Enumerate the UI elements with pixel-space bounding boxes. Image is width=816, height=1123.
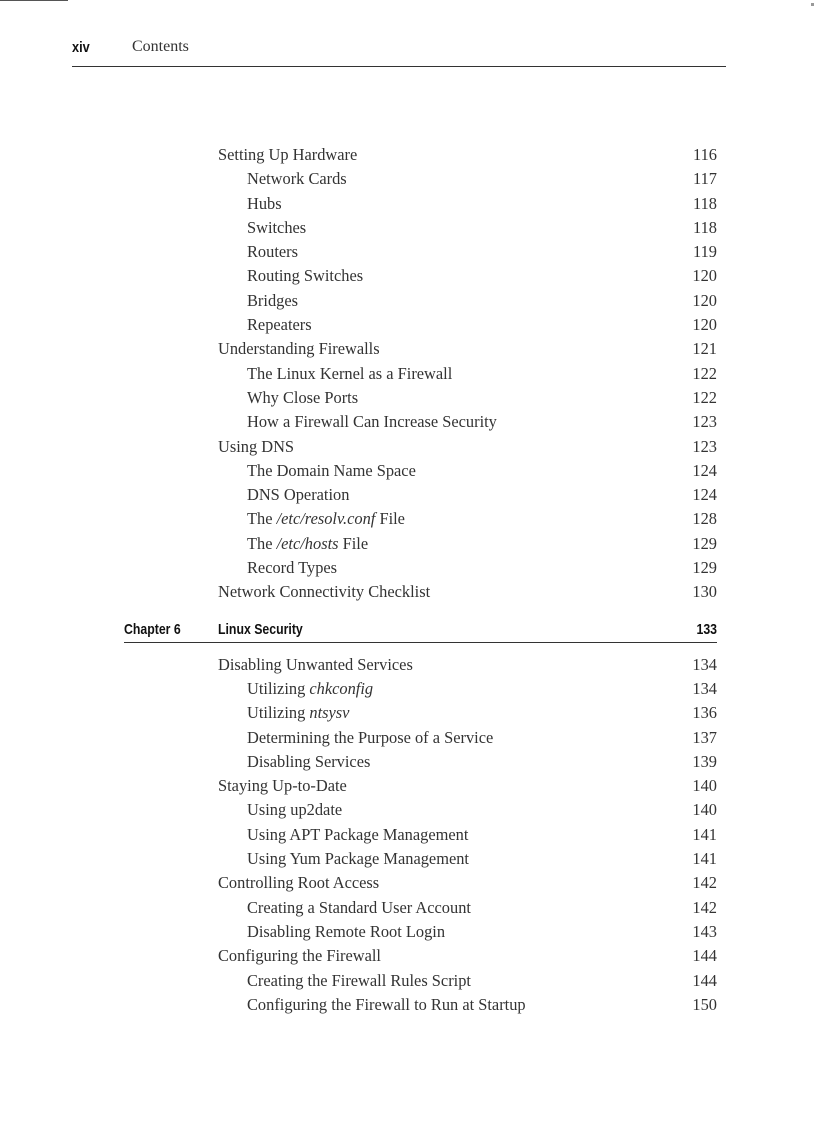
toc-subentry	[0, 896, 816, 920]
toc-entry-title-italic: chkconfig	[309, 678, 374, 698]
toc-entry	[0, 653, 816, 677]
toc-subentry	[0, 410, 816, 434]
toc-entry-page-number: 122	[692, 363, 717, 383]
toc-entry-title: Disabling Remote Root Login	[247, 921, 446, 941]
toc-entry-title: Switches	[247, 217, 307, 237]
toc-entry-title: Setting Up Hardware	[218, 145, 358, 164]
toc-entry-page-number: 144	[692, 946, 717, 966]
toc-entry-page-number: 121	[692, 339, 717, 359]
toc-entry-title-suffix: File	[375, 509, 405, 529]
toc-entry-page-number: 124	[692, 460, 717, 480]
toc-entry-title: The Linux Kernel as a Firewall	[247, 363, 453, 383]
toc-entry-title: Creating the Firewall Rules Script	[247, 970, 471, 990]
toc-subentry	[0, 750, 816, 774]
toc-entry-title: Network Connectivity Checklist	[218, 582, 431, 602]
toc-entry-title: Disabling Services	[247, 751, 371, 771]
toc-entry-title: Determining the Purpose of a Service	[247, 727, 494, 747]
toc-entry-title: Repeaters	[247, 315, 312, 335]
toc-entry	[0, 143, 816, 167]
page-trim-mark	[0, 0, 68, 1]
toc-entry	[0, 944, 816, 968]
toc-entry	[0, 580, 816, 604]
toc-entry-title: Using up2date	[247, 800, 343, 820]
toc-subentry	[0, 532, 816, 556]
toc-subentry	[0, 386, 816, 410]
toc-subentry	[0, 192, 816, 216]
toc-subentry	[0, 264, 816, 288]
toc-section-chapter-5-continued	[0, 143, 816, 605]
toc-entry-page-number: 141	[692, 824, 717, 844]
toc-subentry	[0, 459, 816, 483]
toc-entry-title	[247, 507, 405, 531]
chapter-heading-row	[124, 620, 717, 643]
toc-subentry	[0, 216, 816, 240]
toc-entry-page-number: 130	[692, 582, 717, 602]
toc-entry-title-italic: ntsysv	[309, 703, 350, 723]
toc-entry-page-number: 136	[692, 703, 717, 723]
table-of-contents	[0, 143, 816, 1017]
toc-entry-title: Routing Switches	[247, 266, 364, 286]
toc-entry-title: Configuring the Firewall	[218, 946, 381, 966]
toc-entry-page-number: 117	[693, 169, 717, 189]
toc-entry-title-prefix: Utilizing	[247, 678, 310, 698]
toc-entry-title: Why Close Ports	[247, 387, 359, 407]
toc-entry-title: Understanding Firewalls	[218, 339, 380, 359]
toc-subentry	[0, 240, 816, 264]
toc-entry-title	[247, 677, 373, 701]
toc-entry-title: Controlling Root Access	[218, 873, 380, 893]
chapter-page-number: 133	[696, 620, 717, 638]
toc-subentry	[0, 362, 816, 386]
toc-entry-page-number: 129	[692, 558, 717, 578]
toc-entry-title: Using DNS	[218, 436, 295, 456]
toc-subentry	[0, 289, 816, 313]
toc-subentry	[0, 993, 816, 1017]
toc-entry-title: Bridges	[247, 290, 298, 310]
toc-subentry	[0, 726, 816, 750]
running-title: Contents	[132, 38, 189, 55]
toc-entry	[0, 774, 816, 798]
toc-entry-page-number: 123	[692, 436, 717, 456]
toc-entry-title: Using APT Package Management	[247, 824, 469, 844]
toc-entry-page-number: 116	[693, 145, 717, 164]
toc-subentry	[0, 823, 816, 847]
toc-entry-title-prefix: The	[247, 533, 277, 553]
toc-entry-page-number: 134	[692, 654, 717, 674]
toc-entry-page-number: 139	[692, 751, 717, 771]
toc-entry	[0, 435, 816, 459]
toc-entry-page-number: 118	[693, 217, 717, 237]
toc-entry-title: Routers	[247, 242, 298, 262]
toc-entry-page-number: 118	[693, 193, 717, 213]
toc-entry-page-number: 120	[692, 315, 717, 335]
toc-entry-page-number: 140	[692, 776, 717, 796]
toc-entry-title-prefix: Utilizing	[247, 703, 310, 723]
toc-entry-title: Using Yum Package Management	[247, 849, 469, 869]
toc-entry-page-number: 137	[692, 727, 717, 747]
toc-entry-page-number: 140	[692, 800, 717, 820]
chapter-heading	[124, 605, 717, 651]
toc-entry-title: DNS Operation	[247, 485, 350, 505]
toc-section-chapter-6	[0, 653, 816, 1017]
toc-entry-page-number: 142	[692, 873, 717, 893]
toc-entry	[0, 337, 816, 361]
toc-entry-title: The Domain Name Space	[247, 460, 416, 480]
toc-entry-page-number: 142	[692, 897, 717, 917]
toc-entry-title	[247, 532, 368, 556]
toc-entry-page-number: 120	[692, 266, 717, 286]
chapter-title: Linux Security	[218, 620, 303, 638]
toc-entry-title: How a Firewall Can Increase Security	[247, 412, 497, 432]
toc-entry-title-suffix: File	[338, 533, 369, 553]
chapter-label: Chapter 6	[124, 620, 181, 638]
toc-entry-page-number: 134	[692, 678, 717, 698]
toc-subentry	[0, 701, 816, 725]
toc-entry-title: Hubs	[247, 193, 282, 213]
toc-entry-title: Network Cards	[247, 169, 347, 189]
toc-subentry	[0, 483, 816, 507]
toc-entry-title: Record Types	[247, 558, 338, 578]
page-header	[72, 38, 726, 67]
toc-subentry	[0, 677, 816, 701]
toc-subentry	[0, 507, 816, 531]
toc-entry-page-number: 124	[692, 485, 717, 505]
toc-entry-page-number: 122	[692, 387, 717, 407]
toc-subentry	[0, 313, 816, 337]
toc-entry-page-number: 123	[692, 412, 717, 432]
toc-entry-page-number: 129	[692, 533, 717, 553]
toc-entry-title-italic: /etc/hosts	[276, 533, 339, 553]
toc-subentry	[0, 556, 816, 580]
toc-entry-page-number: 128	[692, 509, 717, 529]
toc-subentry	[0, 847, 816, 871]
toc-entry-title	[247, 701, 349, 725]
page-corner-mark	[811, 3, 814, 6]
toc-entry-page-number: 119	[693, 242, 717, 262]
toc-entry-page-number: 143	[692, 921, 717, 941]
toc-entry-title-italic: /etc/resolv.conf	[276, 509, 376, 529]
page-number: xiv	[72, 39, 90, 56]
toc-entry-title: Configuring the Firewall to Run at Startup	[247, 994, 526, 1014]
toc-entry-page-number: 150	[692, 994, 717, 1014]
toc-entry-title: Disabling Unwanted Services	[218, 654, 413, 674]
toc-entry-title: Creating a Standard User Account	[247, 897, 471, 917]
toc-subentry	[0, 969, 816, 993]
toc-subentry	[0, 167, 816, 191]
toc-entry-title-prefix: The	[247, 509, 277, 529]
toc-subentry	[0, 920, 816, 944]
toc-entry	[0, 871, 816, 895]
toc-subentry	[0, 798, 816, 822]
toc-entry-title: Staying Up-to-Date	[218, 776, 347, 796]
toc-entry-page-number: 120	[692, 290, 717, 310]
toc-entry-page-number: 141	[692, 849, 717, 869]
toc-entry-page-number: 144	[692, 970, 717, 990]
